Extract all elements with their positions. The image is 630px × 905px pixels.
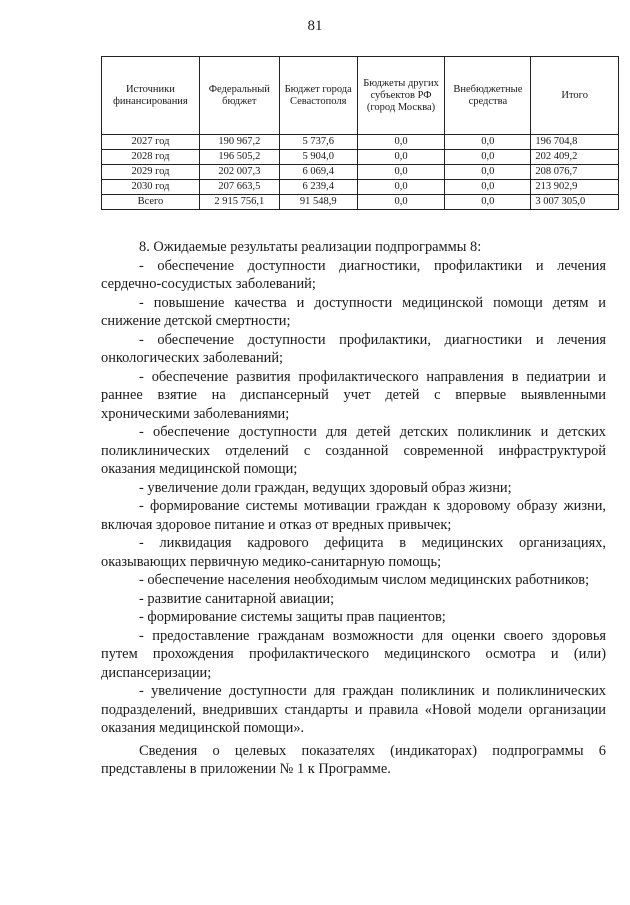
list-item: - предоставление гражданам возможности для оценки своего здоровья путем прохождения профилактического медицинского осмотра и (или) диспансеризации;: [101, 627, 606, 681]
table-cell: 208 076,7: [531, 165, 619, 180]
header-federal: Федеральный бюджет: [199, 57, 279, 135]
table-row-total: [102, 195, 619, 210]
list-item: - формирование системы защиты прав пациентов;: [139, 609, 446, 625]
list-item: - обеспечение доступности профилактики, диагностики и лечения онкологических заболеваний;: [101, 331, 606, 366]
table-cell: 0,0: [357, 195, 445, 210]
closing-paragraph: Сведения о целевых показателях (индикаторах) подпрограммы 6 представлены в приложении № 1 к Программе.: [101, 742, 606, 777]
table-cell: 213 902,9: [531, 180, 619, 195]
table-cell: 0,0: [445, 180, 531, 195]
table-row: [102, 180, 619, 195]
table-cell: 202 007,3: [199, 165, 279, 180]
table-cell: 0,0: [357, 180, 445, 195]
header-extrabudgetary: Внебюджетные средства: [445, 57, 531, 135]
list-item: - обеспечение развития профилактического направления в педиатрии и раннее взятие на диспансерный учет детей с впервые выявленными хроническими заболеваниями;: [101, 368, 606, 422]
header-sevastopol: Бюджет города Севастополя: [279, 57, 357, 135]
page-number: 81: [307, 18, 323, 34]
list-item: - повышение качества и доступности медицинской помощи детям и снижение детской смертности;: [101, 294, 606, 329]
table-cell: 196 505,2: [199, 150, 279, 165]
table-cell: 190 967,2: [199, 135, 279, 150]
table-cell: 207 663,5: [199, 180, 279, 195]
table-header-row: [102, 57, 619, 135]
table-cell: 6 069,4: [279, 165, 357, 180]
table-cell: 0,0: [357, 150, 445, 165]
table-cell: 2028 год: [102, 150, 200, 165]
header-source: Источники финансирования: [102, 57, 200, 135]
list-item: - обеспечение доступности для детей детских поликлиник и детских поликлинических отделений с созданной современной инфраструктурой оказания медицинской помощи;: [101, 424, 606, 477]
list-item: - обеспечение населения необходимым числом медицинских работников;: [139, 572, 590, 588]
table-cell: 2027 год: [102, 135, 200, 150]
table-row: [102, 150, 619, 165]
table-cell: 2029 год: [102, 165, 200, 180]
table-cell: 0,0: [357, 165, 445, 180]
table-cell: 3 007 305,0: [531, 195, 619, 210]
list-item: - развитие санитарной авиации;: [139, 590, 335, 607]
list-item: - увеличение доступности для граждан поликлиник и поликлинических подразделений, внедривших стандарты и правила «Новой модели организации оказания медицинской помощи».: [101, 683, 606, 736]
list-item: - формирование системы мотивации граждан к здоровому образу жизни, включая здоровое питание и отказ от вредных привычек;: [101, 498, 606, 533]
table-cell: 5 904,0: [279, 150, 357, 165]
table-cell: 0,0: [445, 195, 531, 210]
table-cell: 6 239,4: [279, 180, 357, 195]
table-cell: 0,0: [445, 135, 531, 150]
list-item: - обеспечение доступности диагностики, профилактики и лечения сердечно-сосудистых заболеваний;: [101, 257, 606, 292]
table-cell: 196 704,8: [531, 135, 619, 150]
table-cell: 0,0: [445, 165, 531, 180]
table-cell: 0,0: [445, 150, 531, 165]
table-cell: 5 737,6: [279, 135, 357, 150]
table-cell: 0,0: [357, 135, 445, 150]
table-row: [102, 165, 619, 180]
section-heading: 8. Ожидаемые результаты реализации подпрограммы 8:: [139, 239, 482, 255]
table-cell: Всего: [102, 195, 200, 210]
section-body: [101, 238, 606, 779]
list-item: - ликвидация кадрового дефицита в медицинских организациях, оказывающих первичную медико-санитарную помощь;: [101, 535, 606, 570]
table-row: [102, 135, 619, 150]
header-other-regions: Бюджеты других субъектов РФ (город Москва): [357, 57, 445, 135]
header-total: Итого: [531, 57, 619, 135]
table-cell: 2 915 756,1: [199, 195, 279, 210]
table-cell: 2030 год: [102, 180, 200, 195]
list-item: - увеличение доли граждан, ведущих здоровый образ жизни;: [139, 479, 512, 496]
financing-table: [101, 56, 619, 210]
table-cell: 91 548,9: [279, 195, 357, 210]
table-cell: 202 409,2: [531, 150, 619, 165]
